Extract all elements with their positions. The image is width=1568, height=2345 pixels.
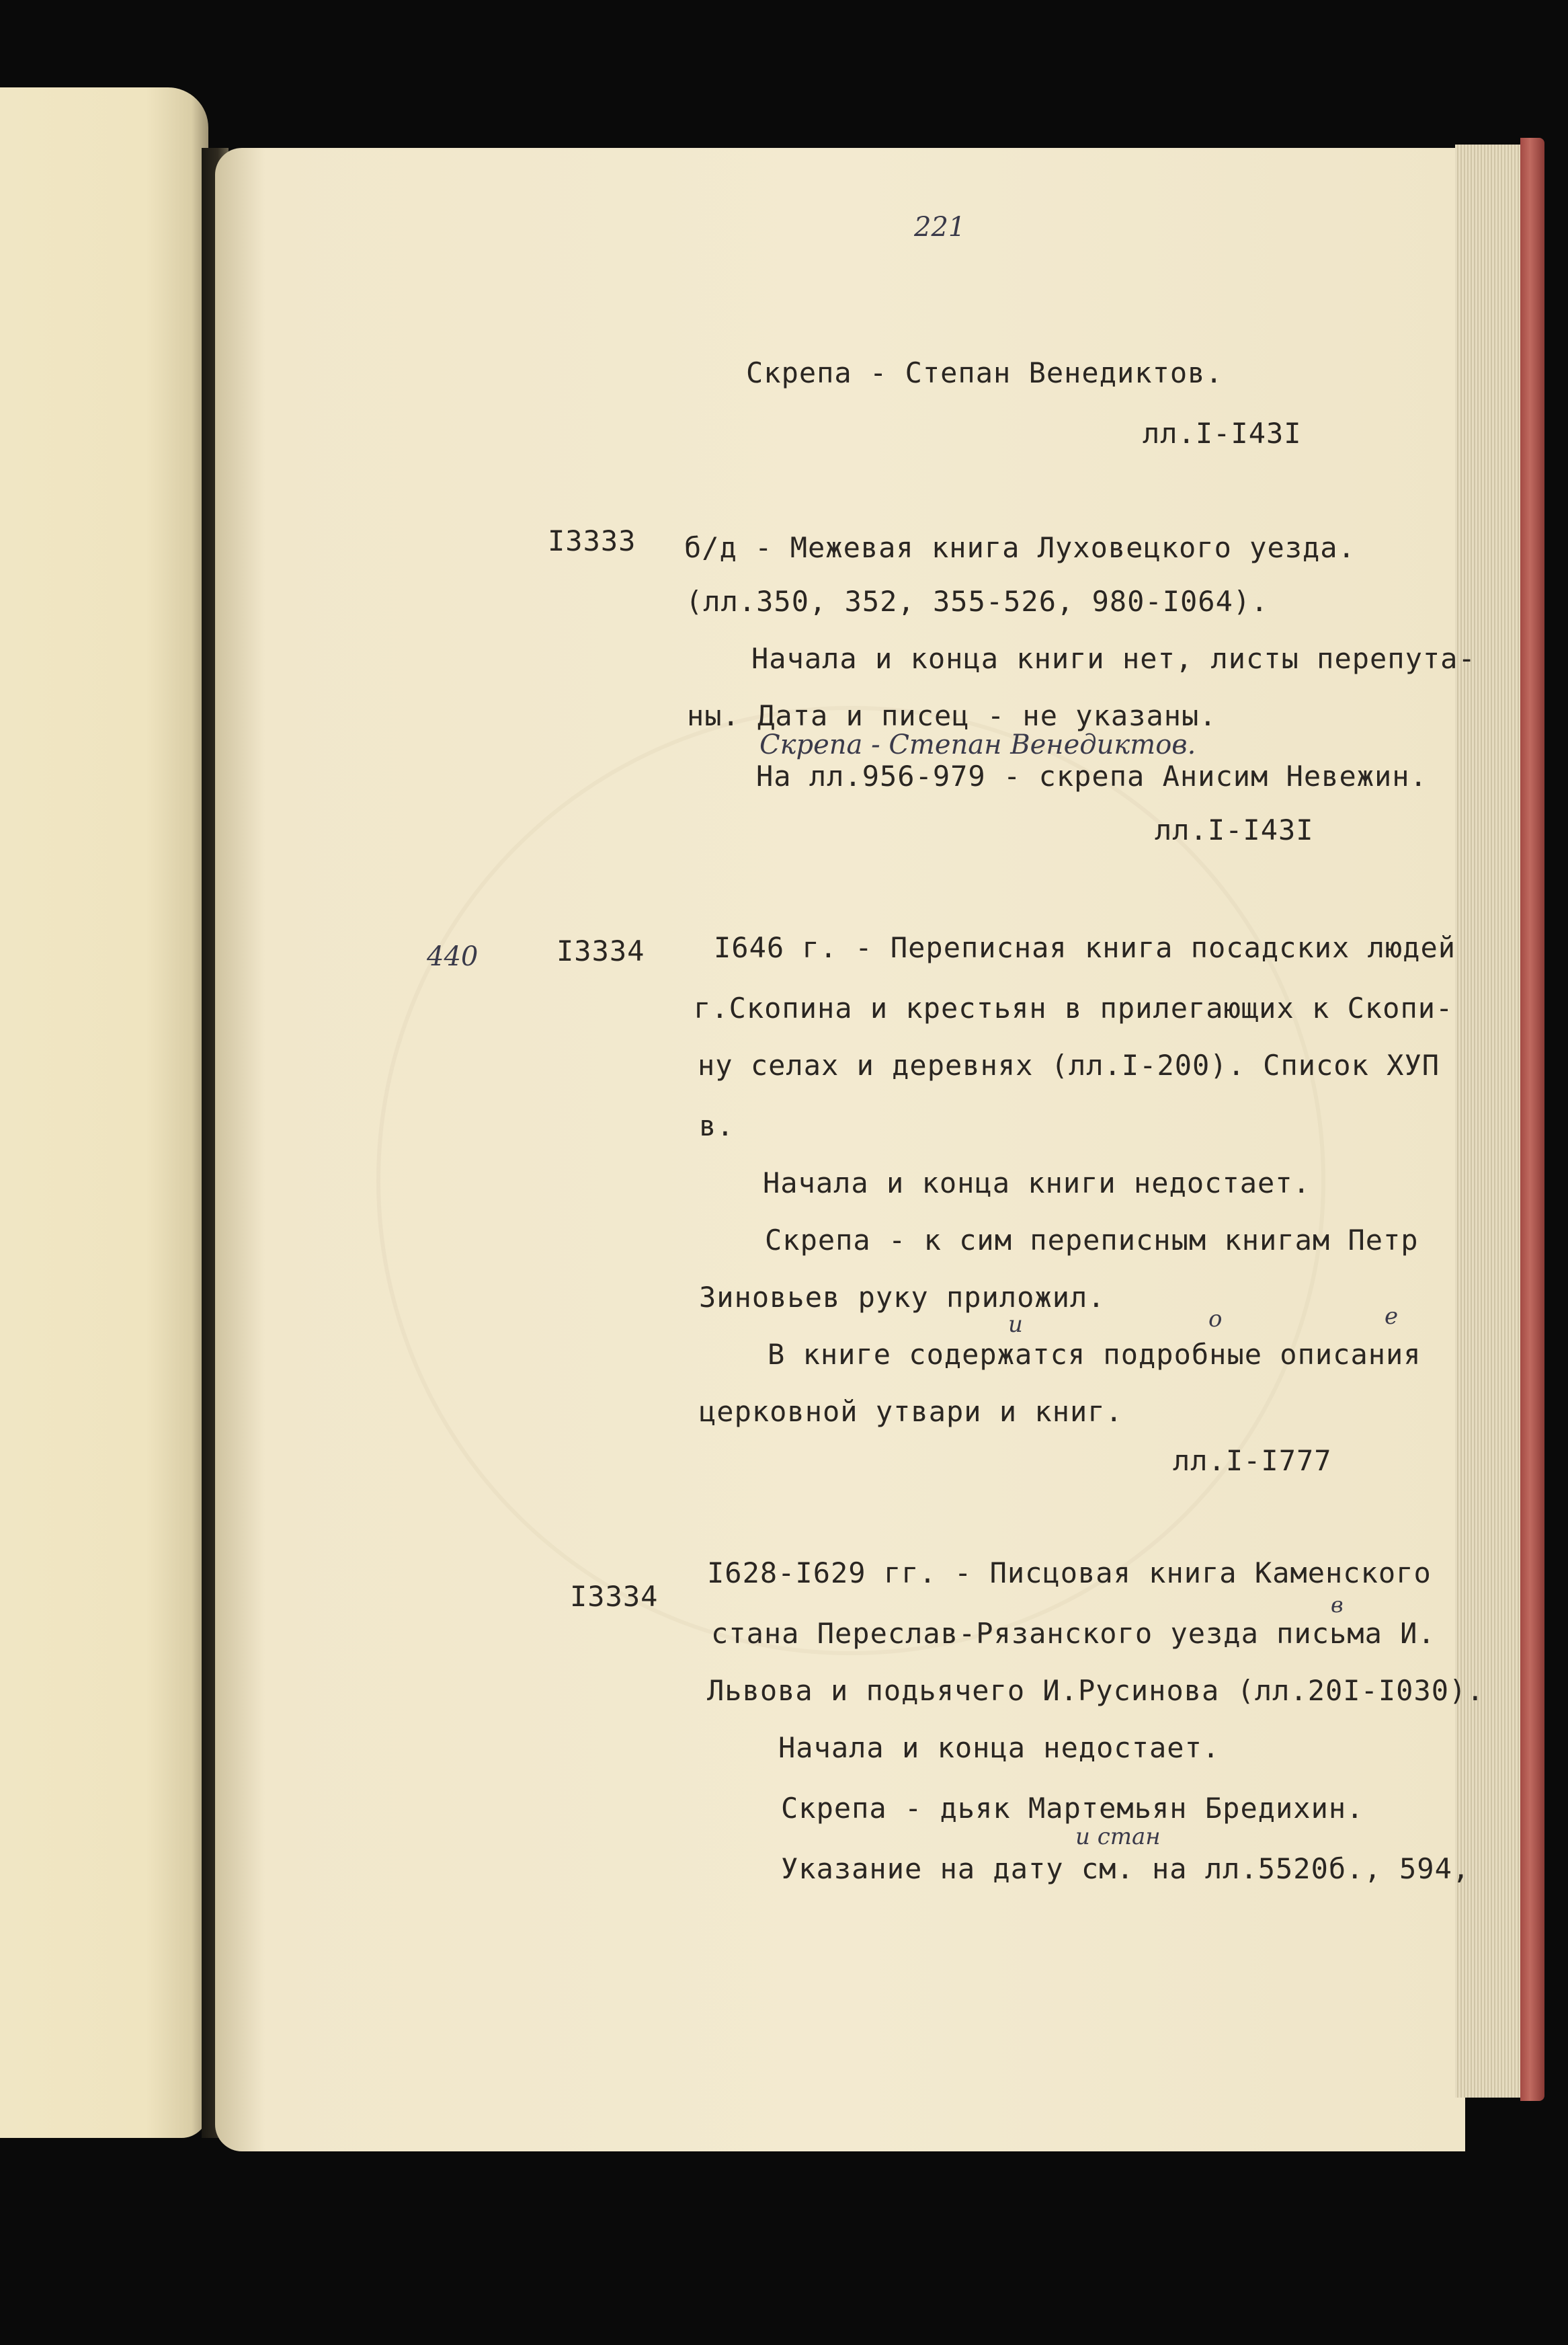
top-entry-leaves: лл.I-I43I (1143, 417, 1302, 450)
entry-line: Начала и конца недостает. (778, 1731, 1221, 1764)
entry-line: I646 г. - Переписная книга посадских людей (714, 931, 1456, 964)
handwritten-insertion: и стан (1075, 1823, 1161, 1850)
entry-line: г.Скопина и крестьян в прилегающих к Скопи- (694, 992, 1454, 1025)
entry-line: Начала и конца книги нет, листы перепута- (751, 642, 1476, 675)
entry-number: I3333 (548, 524, 636, 557)
left-page (0, 87, 208, 2138)
entry-line: Начала и конца книги недостает. (763, 1166, 1311, 1199)
entry-line: Скрепа - дьяк Мартемьян Бредихин. (781, 1792, 1364, 1825)
book-cover-edge (1520, 138, 1544, 2101)
page-edges (1455, 145, 1529, 2098)
entry-number: I3334 (556, 935, 645, 967)
margin-note: 440 (427, 941, 479, 972)
handwritten-note: Скрепа - Степан Венедиктов. (759, 729, 1196, 760)
entry-line: В книге содержатся подробные описания (768, 1338, 1421, 1371)
entry-line: Указание на дату см. на лл.5520б., 594, (781, 1852, 1471, 1885)
entry-line: Львова и подьячего И.Русинова (лл.20I-I030). (707, 1674, 1485, 1707)
handwritten-insertion: в (1331, 1592, 1344, 1618)
entry-line: Скрепа - к сим переписным книгам Петр (765, 1224, 1419, 1257)
entry-line: стана Переслав-Рязанского уезда письма И. (711, 1617, 1436, 1650)
handwritten-correction: о (1208, 1306, 1223, 1333)
handwritten-correction: и (1008, 1311, 1023, 1338)
entry-line: На лл.956-979 - скрепа Анисим Невежин. (756, 760, 1428, 793)
entry-line: в. (699, 1109, 735, 1142)
entry-line: (лл.350, 352, 355-526, 980-I064). (686, 585, 1269, 618)
entry-line: церковной утвари и книг. (699, 1395, 1123, 1428)
handwritten-correction: е (1385, 1303, 1399, 1330)
page-number: 221 (914, 212, 966, 243)
entry-number: I3334 (570, 1580, 659, 1613)
entry-line: I628-I629 гг. - Писцовая книга Каменского (707, 1556, 1432, 1589)
top-entry-line: Скрепа - Степан Венедиктов. (746, 356, 1223, 389)
entry-leaves: лл.I-I777 (1173, 1444, 1332, 1477)
entry-leaves: лл.I-I43I (1155, 813, 1314, 846)
entry-line: ны. Дата и писец - не указаны. (687, 699, 1217, 732)
entry-line: ну селах и деревнях (лл.I-200). Список ХУП (698, 1049, 1440, 1082)
entry-line: Зиновьев руку приложил. (699, 1281, 1106, 1314)
entry-line: б/д - Межевая книга Луховецкого уезда. (684, 531, 1356, 564)
